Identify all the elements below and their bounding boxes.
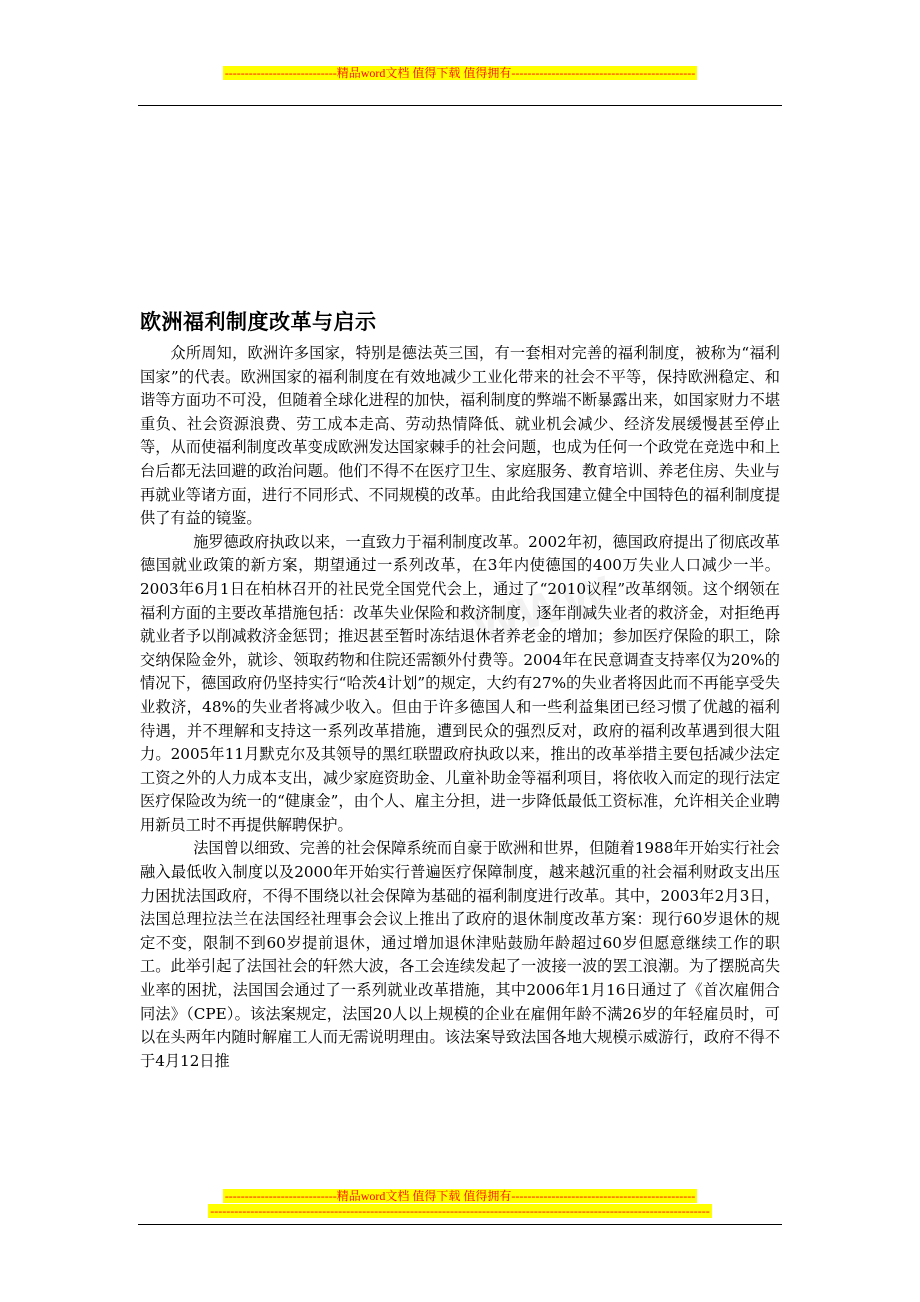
footer-banner (0, 1187, 920, 1204)
footer-rule (138, 1224, 782, 1225)
watermark: www (463, 554, 617, 655)
footer-dash-line (0, 1204, 920, 1219)
header-banner-text: ----------------------------精品word文档 值得下载 值得拥有---------------------------------------------- (224, 66, 696, 80)
header-rule (138, 105, 782, 106)
footer-dash-text: ----------------------------------------------------------------------------------------------------------------------------- (210, 1204, 710, 1218)
header-banner (0, 64, 920, 81)
paragraph: 法国曾以细致、完善的社会保障系统而自豪于欧洲和世界，但随着1988年开始实行社会融入最低收入制度以及2000年开始实行普遍医疗保障制度，越来越沉重的社会福利财政支出压力困扰法国政府，不得不围绕以社会保障为基础的福利制度进行改革。其中，2003年2月3日，法国总理拉法兰在法国经社理事会会议上推出了政府的退休制度改革方案：现行60岁退休的规定不变，限制不到60岁提前退休，通过增加退休津贴鼓励年龄超过60岁但愿意继续工作的职工。此举引起了法国社会的轩然大波，各工会连续发起了一波接一波的罢工浪潮。为了摆脱高失业率的困扰，法国国会通过了一系列就业改革措施，其中2006年1月16日通过了《首次雇佣合同法》（CPE）。该法案规定，法国20人以上规模的企业在雇佣年龄不满26岁的年轻雇员时，可以在头两年内随时解雇工人而无需说明理由。该法案导致法国各地大规模示威游行，政府不得不于4月12日推 (140, 839, 780, 1070)
document-title: 欧洲福利制度改革与启示 (140, 310, 377, 334)
footer-banner-text: ----------------------------精品word文档 值得下载 值得拥有---------------------------------------------- (224, 1189, 696, 1203)
paragraph: 众所周知，欧洲许多国家，特别是德法英三国，有一套相对完善的福利制度，被称为“福利国家”的代表。欧洲国家的福利制度在有效地减少工业化带来的社会不平等，保持欧洲稳定、和谐等方面功不可没，但随着全球化进程的加快，福利制度的弊端不断暴露出来，如国家财力不堪重负、社会资源浪费、劳工成本走高、劳动热情降低、就业机会减少、经济发展缓慢甚至停止等，从而使福利制度改革变成欧洲发达国家棘手的社会问题，也成为任何一个政党在竞选中和上台后都无法回避的政治问题。他们不得不在医疗卫生、家庭服务、教育培训、养老住房、失业与再就业等诸方面，进行不同形式、不同规模的改革。由此给我国建立健全中国特色的福利制度提供了有益的镜鉴。 (140, 344, 780, 528)
document-body (140, 342, 780, 1073)
paragraph: 施罗德政府执政以来，一直致力于福利制度改革。2002年初，德国政府提出了彻底改革德国就业政策的新方案，期望通过一系列改革，在3年内使德国的400万失业人口减少一半。2003年6月1日在柏林召开的社民党全国党代会上，通过了“2010议程”改革纲领。这个纲领在福利方面的主要改革措施包括：改革失业保险和救济制度，逐年削减失业者的救济金，对拒绝再就业者予以削减救济金惩罚；推迟甚至暂时冻结退休者养老金的增加；参加医疗保险的职工，除交纳保险金外，就诊、领取药物和住院还需额外付费等。2004年在民意调查支持率仅为20%的情况下，德国政府仍坚持实行“哈茨4计划”的规定，大约有27%的失业者将因此而不再能享受失业救济，48%的失业者将减少收入。但由于许多德国人和一些利益集团已经习惯了优越的福利待遇，并不理解和支持这一系列改革措施，遭到民众的强烈反对，政府的福利改革遇到很大阻力。2005年11月默克尔及其领导的黑红联盟政府执政以来，推出的改革举措主要包括减少法定工资之外的人力成本支出，减少家庭资助金、儿童补助金等福利项目，将依收入而定的现行法定医疗保险改为统一的“健康金”，由个人、雇主分担，进一步降低最低工资标准，允许相关企业聘用新员工时不再提供解聘保护。 (140, 532, 780, 834)
